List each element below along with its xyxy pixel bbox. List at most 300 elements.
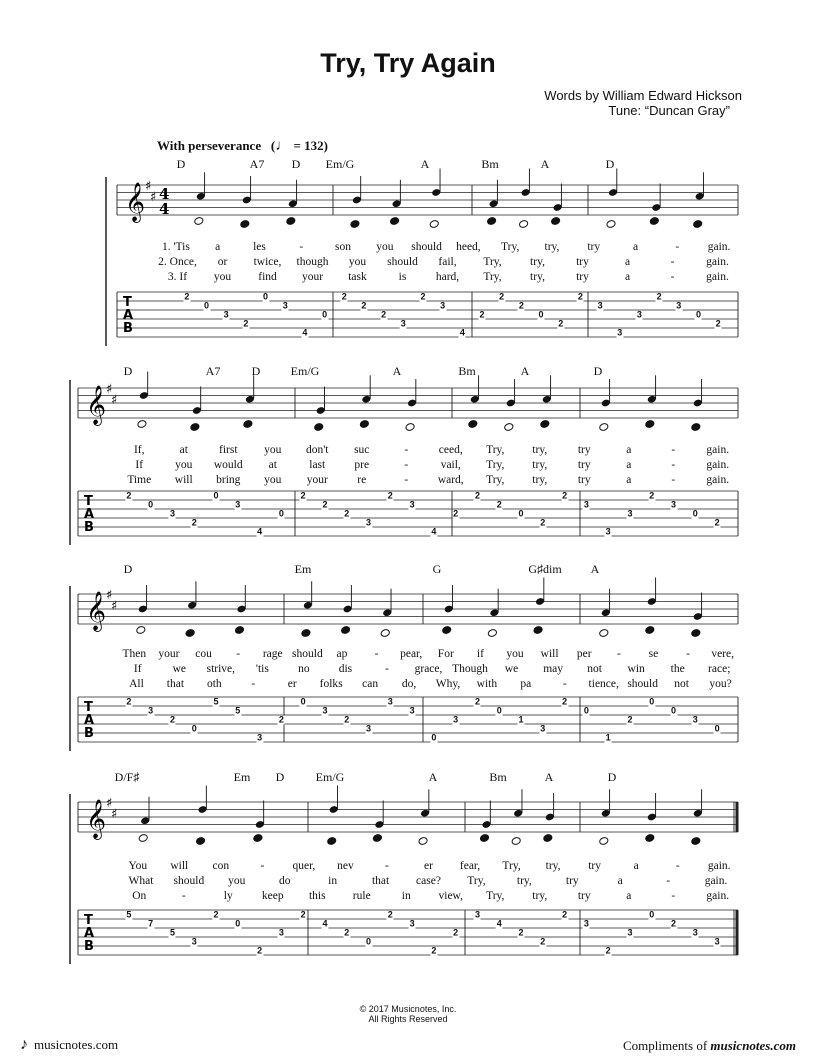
lyric-syllable: Try, <box>483 271 502 283</box>
notehead-lower <box>487 217 497 226</box>
tab-fret-number: 3 <box>617 327 623 337</box>
compliments-text <box>623 1038 796 1054</box>
lyric-syllable: try, <box>532 474 548 486</box>
treble-clef-icon: 𝄞 <box>86 591 107 631</box>
lyric-syllable: per <box>576 648 592 660</box>
lyric-syllable: hard, <box>435 271 460 283</box>
tab-fret-number: 1 <box>518 714 524 724</box>
lyric-syllable: gain. <box>706 474 730 486</box>
tab-fret-number: 2 <box>213 909 219 919</box>
chord-symbol: D/F♯ <box>114 770 140 784</box>
tab-fret-number: 2 <box>300 909 306 919</box>
chord-symbol: Bm <box>481 157 499 171</box>
tab-fret-number: 4 <box>257 526 263 536</box>
time-signature-top: 4 <box>159 185 170 203</box>
lyric-syllable: your <box>301 271 324 283</box>
chord-symbol: D <box>123 364 133 378</box>
tab-fret-number: 3 <box>627 508 633 518</box>
lyric-syllable: gain. <box>706 256 729 268</box>
compliments-prefix: Compliments of <box>623 1038 711 1053</box>
lyric-syllable: - <box>686 648 690 660</box>
lyric-syllable: last <box>309 459 326 471</box>
lyric-syllable: grace, <box>414 663 443 675</box>
tab-fret-number: 2 <box>300 490 306 500</box>
lyric-syllable: - <box>385 663 389 675</box>
sharp-icon: ♯ <box>106 796 113 811</box>
lyric-syllable: er <box>287 678 297 690</box>
chord-symbol: A <box>544 770 554 784</box>
tab-fret-number: 2 <box>344 508 350 518</box>
notehead-lower <box>372 834 382 843</box>
notehead-lower <box>359 420 369 429</box>
lyric-syllable: a <box>626 474 632 486</box>
lyric-syllable: a <box>626 459 632 471</box>
lyric-syllable: fail, <box>438 256 457 268</box>
lyric-syllable: you <box>228 875 246 887</box>
tab-fret-number: 0 <box>671 705 677 715</box>
tab-fret-number: 2 <box>558 318 564 328</box>
tab-fret-number: 3 <box>409 918 415 928</box>
lyric-syllable: Try, <box>502 860 521 872</box>
lyric-syllable: that <box>371 875 390 887</box>
lyric-syllable: Time <box>127 474 152 486</box>
lyric-syllable: win <box>627 663 645 675</box>
lyric-syllable: - <box>374 648 379 660</box>
chord-symbol: D <box>251 364 261 378</box>
tab-fret-number: 0 <box>204 300 210 310</box>
lyric-syllable: - <box>670 256 675 268</box>
lyric-syllable: may <box>543 663 563 675</box>
tab-fret-number: 3 <box>400 318 406 328</box>
lyric-syllable: try <box>577 444 591 456</box>
notehead-lower <box>468 420 478 429</box>
tab-fret-number: 7 <box>148 918 154 928</box>
lyric-syllable: try, <box>532 459 548 471</box>
tab-fret-number: 4 <box>431 526 437 536</box>
lyric-syllable: this <box>308 890 326 902</box>
lyric-syllable: pa <box>520 678 532 690</box>
notehead-lower <box>341 626 351 635</box>
lyric-syllable: will <box>170 860 189 872</box>
lyric-syllable: gain. <box>706 890 730 902</box>
tab-fret-number: 4 <box>496 918 502 928</box>
lyric-syllable: we <box>172 663 187 675</box>
lyric-syllable: in <box>401 890 411 902</box>
lyric-syllable: though <box>296 256 329 268</box>
chord-symbol: Em <box>233 770 251 784</box>
tab-fret-number: 3 <box>692 714 698 724</box>
musicnotes-logo-icon: ♪ <box>20 1036 28 1053</box>
notehead-lower <box>599 837 609 846</box>
lyric-syllable: You <box>128 860 148 872</box>
tab-fret-number: 3 <box>257 732 263 742</box>
tab-fret-number: 2 <box>474 490 480 500</box>
notehead-lower <box>350 220 360 229</box>
tab-fret-number: 2 <box>278 714 284 724</box>
tab-fret-number: 2 <box>257 945 263 955</box>
lyric-syllable: Try, <box>486 444 505 456</box>
tab-fret-number: 0 <box>538 309 544 319</box>
notehead-lower <box>390 217 400 226</box>
tab-fret-number: 0 <box>431 732 437 742</box>
lyric-syllable: race; <box>708 663 731 675</box>
tab-fret-number: 2 <box>184 291 190 301</box>
chord-symbol: A <box>540 157 550 171</box>
lyric-syllable: - <box>671 459 676 471</box>
lyric-syllable: a <box>633 860 639 872</box>
lyric-syllable: with <box>476 678 498 690</box>
tab-fret-number: 2 <box>387 490 393 500</box>
lyric-syllable: - <box>675 241 680 253</box>
lyric-syllable: re <box>357 474 367 486</box>
tab-fret-number: 3 <box>692 927 698 937</box>
tab-fret-number: 3 <box>191 936 197 946</box>
tab-clef-letter: A <box>84 507 95 522</box>
tab-fret-number: 1 <box>605 732 611 742</box>
lyric-syllable: quer, <box>292 860 316 872</box>
tab-clef-letter: A <box>84 926 95 941</box>
notehead-lower <box>511 837 521 846</box>
chord-symbol: A <box>590 562 600 576</box>
lyric-syllable: tience, <box>588 678 619 690</box>
lyric-syllable: you <box>264 474 282 486</box>
notehead-lower <box>533 626 543 635</box>
tab-fret-number: 3 <box>583 918 589 928</box>
tab-fret-number: 3 <box>605 526 611 536</box>
lyric-syllable: dis <box>338 663 353 675</box>
lyric-syllable: gain. <box>707 241 731 253</box>
lyric-syllable: should <box>411 241 442 253</box>
lyric-syllable: pre <box>354 459 370 471</box>
tab-clef-letter: B <box>84 520 94 535</box>
lyric-syllable: you <box>376 241 394 253</box>
lyric-syllable: - <box>670 271 675 283</box>
lyric-syllable: try <box>587 241 601 253</box>
chord-symbol: G <box>432 562 442 576</box>
tab-fret-number: 0 <box>649 909 655 919</box>
lyric-syllable: ly <box>223 890 233 902</box>
tab-fret-number: 0 <box>518 508 524 518</box>
tab-fret-number: 2 <box>344 714 350 724</box>
lyric-syllable: - <box>385 860 389 872</box>
chord-symbol: A <box>420 157 430 171</box>
lyric-syllable: the <box>670 663 685 675</box>
tab-fret-number: 0 <box>263 291 269 301</box>
tab-fret-number: 2 <box>191 517 197 527</box>
lyric-syllable: - <box>236 648 241 660</box>
notehead-lower <box>137 420 147 429</box>
lyric-syllable: - <box>666 875 671 887</box>
lyric-syllable: is <box>398 271 407 283</box>
tab-fret-number: 4 <box>302 327 308 337</box>
lyric-syllable: Try, <box>501 241 520 253</box>
tab-fret-number: 2 <box>344 927 350 937</box>
tab-fret-number: 2 <box>649 490 655 500</box>
lyric-syllable: rage <box>262 648 283 660</box>
chord-symbol: Em/G <box>315 770 345 784</box>
tab-fret-number: 2 <box>714 517 720 527</box>
tab-fret-number: 3 <box>409 499 415 509</box>
time-signature-bottom: 4 <box>159 200 170 218</box>
words-credit: Words by William Edward Hickson <box>544 88 742 103</box>
notehead-lower <box>599 629 609 638</box>
lyric-syllable: not <box>674 678 689 690</box>
tab-fret-number: 2 <box>715 318 721 328</box>
copyright-line-2: All Rights Reserved <box>368 1014 448 1024</box>
tab-fret-number: 2 <box>540 936 546 946</box>
tab-fret-number: 5 <box>235 705 241 715</box>
lyric-syllable: try <box>576 256 589 268</box>
tempo-text: With perseverance <box>157 138 262 153</box>
tab-fret-number: 0 <box>714 723 720 733</box>
lyric-syllable: gain. <box>704 875 728 887</box>
lyric-syllable: 1. 'Tis <box>161 241 190 253</box>
sharp-icon: ♯ <box>111 807 118 822</box>
lyric-syllable: se <box>648 648 659 660</box>
tab-clef-letter: T <box>84 700 93 715</box>
lyric-syllable: - <box>671 474 676 486</box>
chord-symbol: D <box>593 364 603 378</box>
lyric-syllable: - <box>675 860 680 872</box>
chord-symbol: D <box>605 157 615 171</box>
lyric-syllable: try <box>576 271 589 283</box>
tab-fret-number: 4 <box>322 918 328 928</box>
tab-fret-number: 3 <box>636 309 642 319</box>
tab-clef-letter: B <box>84 939 94 954</box>
notehead-lower <box>504 423 514 432</box>
tab-fret-number: 2 <box>381 309 387 319</box>
tab-fret-number: 2 <box>126 490 132 500</box>
lyric-syllable: - <box>251 678 256 690</box>
tab-fret-number: 3 <box>169 508 175 518</box>
treble-clef-icon: 𝄞 <box>125 182 146 222</box>
notehead-lower <box>138 834 148 843</box>
tab-fret-number: 2 <box>479 309 485 319</box>
lyric-syllable: - <box>616 648 621 660</box>
tab-fret-number: 5 <box>213 696 219 706</box>
chord-symbol: Em <box>294 562 312 576</box>
lyric-syllable: gain. <box>706 444 730 456</box>
chord-symbol: Bm <box>458 364 476 378</box>
chord-symbol: A7 <box>205 364 221 378</box>
lyric-syllable: try <box>565 875 579 887</box>
notehead-lower <box>691 837 701 846</box>
sharp-icon: ♯ <box>111 393 118 408</box>
tab-fret-number: 2 <box>518 300 524 310</box>
tab-fret-number: 2 <box>499 291 505 301</box>
notehead-lower <box>649 217 659 226</box>
chord-symbol: D <box>176 157 186 171</box>
lyric-syllable: that <box>166 678 185 690</box>
lyric-syllable: will <box>540 648 559 660</box>
lyric-syllable: vere, <box>711 648 735 660</box>
chord-symbol: D <box>607 770 617 784</box>
lyric-syllable: should <box>387 256 418 268</box>
tempo-bpm: = 132 <box>293 138 324 153</box>
lyric-syllable: 3. If <box>167 271 188 283</box>
chord-symbol: G♯dim <box>528 562 562 576</box>
lyric-syllable: pear, <box>400 648 423 660</box>
tab-fret-number: 2 <box>361 300 367 310</box>
quarter-note-icon: ♩ <box>275 138 291 154</box>
tab-fret-number: 5 <box>126 909 132 919</box>
notehead-lower <box>243 420 253 429</box>
lyric-syllable: in <box>328 875 338 887</box>
tab-fret-number: 2 <box>474 696 480 706</box>
lyric-syllable: should <box>173 875 205 887</box>
lyric-syllable: would <box>213 459 243 471</box>
tab-fret-number: 3 <box>474 909 480 919</box>
lyric-syllable: your <box>306 474 328 486</box>
lyric-syllable: son <box>335 241 352 253</box>
tab-fret-number: 2 <box>243 318 249 328</box>
lyric-syllable: con <box>212 860 230 872</box>
lyric-syllable: find <box>258 271 277 283</box>
tab-fret-number: 2 <box>496 499 502 509</box>
tab-fret-number: 2 <box>671 918 677 928</box>
notehead-lower <box>136 626 146 635</box>
lyric-syllable: can <box>362 678 379 690</box>
lyric-syllable: er <box>424 860 433 872</box>
lyric-syllable: Try, <box>486 890 505 902</box>
lyric-syllable: On <box>132 890 147 902</box>
lyric-syllable: should <box>627 678 658 690</box>
lyric-syllable: at <box>179 444 188 456</box>
tab-fret-number: 3 <box>583 499 589 509</box>
lyric-syllable: case? <box>416 875 441 887</box>
notehead-lower <box>314 423 324 432</box>
lyric-syllable: a <box>632 241 639 253</box>
tab-fret-number: 3 <box>282 300 288 310</box>
tab-fret-number: 3 <box>714 936 720 946</box>
tab-fret-number: 0 <box>695 309 701 319</box>
tab-clef-letter: B <box>84 726 94 741</box>
tab-fret-number: 2 <box>562 490 568 500</box>
lyric-syllable: - <box>404 444 409 456</box>
tab-fret-number: 0 <box>191 723 197 733</box>
tab-clef-letter: T <box>123 295 132 310</box>
lyric-syllable: 'tis <box>255 663 269 675</box>
tab-fret-number: 3 <box>322 705 328 715</box>
lyric-syllable: do, <box>401 678 417 690</box>
lyric-syllable: vail, <box>440 459 461 471</box>
copyright-notice <box>0 1004 816 1024</box>
tab-fret-number: 2 <box>420 291 426 301</box>
copyright-line-1: © 2017 Musicnotes, Inc. <box>359 1004 457 1014</box>
lyric-syllable: if <box>476 648 484 660</box>
lyric-syllable: a <box>624 271 631 283</box>
notehead-lower <box>479 834 489 843</box>
lyric-syllable: fear, <box>459 860 481 872</box>
lyric-syllable: you <box>175 459 193 471</box>
tab-fret-number: 3 <box>387 696 393 706</box>
lyric-syllable: What <box>128 875 154 887</box>
notehead-lower <box>645 834 655 843</box>
lyric-syllable: Try, <box>467 875 486 887</box>
lyric-syllable: If <box>133 663 142 675</box>
lyric-syllable: Try, <box>486 474 505 486</box>
lyric-syllable: - <box>299 241 304 253</box>
lyric-syllable: try, <box>545 860 561 872</box>
notehead-lower <box>519 220 529 229</box>
notehead-lower <box>487 629 497 638</box>
notehead-lower <box>606 220 616 229</box>
compliments-site: musicnotes.com <box>710 1038 796 1053</box>
sharp-icon: ♯ <box>145 179 152 194</box>
lyric-syllable: 2. Once, <box>158 256 197 268</box>
tab-fret-number: 2 <box>605 945 611 955</box>
lyric-syllable: try <box>577 474 591 486</box>
lyric-syllable: should <box>292 648 323 660</box>
tab-fret-number: 2 <box>627 714 633 724</box>
lyric-syllable: a <box>626 890 632 902</box>
lyric-syllable: twice, <box>253 256 282 268</box>
lyric-syllable: Why, <box>435 678 461 690</box>
tab-fret-number: 3 <box>223 309 229 319</box>
lyric-syllable: we <box>504 663 519 675</box>
notehead-lower <box>253 834 263 843</box>
lyric-syllable: folks <box>319 678 343 690</box>
notehead-lower <box>540 420 550 429</box>
musicnotes-logo[interactable] <box>20 1036 118 1054</box>
lyric-syllable: gain. <box>706 271 729 283</box>
lyric-syllable: a <box>617 875 623 887</box>
tab-fret-number: 2 <box>453 927 459 937</box>
notehead-lower <box>429 220 439 229</box>
notehead-lower <box>380 629 390 638</box>
tab-fret-number: 2 <box>387 909 393 919</box>
tab-fret-number: 3 <box>366 517 372 527</box>
tab-fret-number: 2 <box>169 714 175 724</box>
lyric-syllable: try <box>588 860 602 872</box>
lyric-syllable: ward, <box>437 474 464 486</box>
lyric-syllable: will <box>174 474 193 486</box>
tab-fret-number: 0 <box>496 705 502 715</box>
tab-fret-number: 3 <box>366 723 372 733</box>
tab-clef-letter: T <box>84 494 93 509</box>
tab-fret-number: 3 <box>235 499 241 509</box>
lyric-syllable: try, <box>532 444 548 456</box>
treble-clef-icon: 𝄞 <box>86 385 107 425</box>
song-title: Try, Try Again <box>320 48 496 78</box>
lyric-syllable: gain. <box>707 860 731 872</box>
lyric-syllable: Then <box>122 648 147 660</box>
tab-fret-number: 2 <box>431 945 437 955</box>
notehead-lower <box>543 834 553 843</box>
notehead-lower <box>645 420 655 429</box>
lyric-syllable: no <box>298 663 310 675</box>
notehead-lower <box>286 217 296 226</box>
tab-fret-number: 0 <box>148 499 154 509</box>
notehead-lower <box>195 837 205 846</box>
lyric-syllable: task <box>348 271 367 283</box>
sharp-icon: ♯ <box>150 190 157 205</box>
lyric-syllable: keep <box>261 890 284 902</box>
lyric-syllable: you <box>264 444 282 456</box>
lyric-syllable: suc <box>354 444 370 456</box>
lyric-syllable: - <box>404 474 409 486</box>
tab-fret-number: 0 <box>213 490 219 500</box>
notehead-lower <box>301 629 311 638</box>
chord-symbol: A <box>520 364 530 378</box>
tune-credit: Tune: “Duncan Gray” <box>608 103 730 118</box>
lyric-syllable: try, <box>532 890 548 902</box>
tab-fret-number: 0 <box>583 705 589 715</box>
tab-fret-number: 2 <box>656 291 662 301</box>
tab-fret-number: 2 <box>322 499 328 509</box>
tab-fret-number: 3 <box>597 300 603 310</box>
chord-symbol: A <box>428 770 438 784</box>
